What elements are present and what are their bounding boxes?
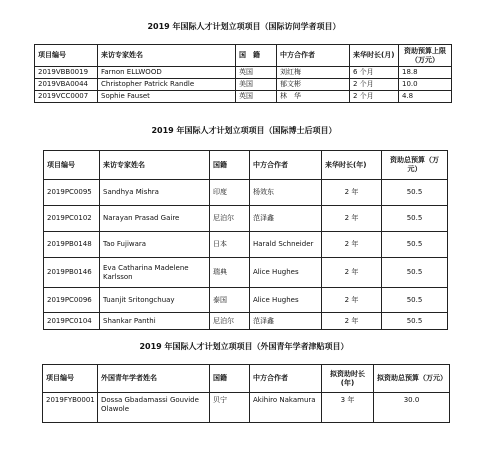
cell-project-id: 2019VBA0044 [35,79,98,91]
cell-budget: 18.8 [399,67,452,79]
cell-collaborator: 范泽鑫 [250,313,322,330]
cell-collaborator: 范泽鑫 [250,206,322,232]
cell-name: Dossa Gbadamassi Gouvide Olawole [98,393,210,423]
col-header-project-id: 项目编号 [43,365,98,393]
section-1-title: 2019 年国际人才计划立项项目（国际访问学者项目） [147,22,341,31]
cell-duration: 2 年 [322,313,382,330]
cell-budget: 10.0 [399,79,452,91]
cell-collaborator: Harald Schneider [250,232,322,258]
cell-project-id: 2019PB0148 [44,232,100,258]
table-row [35,79,452,91]
cell-name: Christopher Patrick Randle [98,79,236,91]
col-header-collaborator: 中方合作者 [250,365,322,393]
col-header-nationality: 国籍 [210,365,250,393]
col-header-name: 来访专家姓名 [100,151,210,180]
col-header-budget: 拟资助总预算（万元） [374,365,450,393]
col-header-project-id: 项目编号 [35,45,98,67]
cell-duration: 2 个月 [350,79,399,91]
cell-duration: 2 年 [322,258,382,288]
cell-nationality: 日本 [210,232,250,258]
table-row [43,393,450,423]
col-header-name: 来访专家姓名 [98,45,236,67]
cell-budget: 50.5 [382,288,448,313]
table-header-row [44,151,448,180]
cell-nationality: 英国 [236,67,277,79]
cell-budget: 50.5 [382,258,448,288]
cell-project-id: 2019PC0104 [44,313,100,330]
cell-nationality: 英国 [236,91,277,103]
cell-duration: 2 年 [322,180,382,206]
table-row [44,313,448,330]
section-2-title: 2019 年国际人才计划立项项目（国际博士后项目） [151,126,337,135]
cell-name: Shankar Panthi [100,313,210,330]
cell-nationality: 贝宁 [210,393,250,423]
cell-name: Farnon ELLWOOD [98,67,236,79]
cell-project-id: 2019PB0146 [44,258,100,288]
cell-collaborator: Alice Hughes [250,288,322,313]
cell-name: Tao Fujiwara [100,232,210,258]
col-header-budget: 资助预算上限（万元） [399,45,452,67]
table-row [35,67,452,79]
cell-nationality: 泰国 [210,288,250,313]
cell-name: Sandhya Mishra [100,180,210,206]
cell-name: Tuanjit Sritongchuay [100,288,210,313]
cell-nationality: 瑞典 [210,258,250,288]
col-header-duration: 拟资助时长(年) [322,365,374,393]
cell-duration: 2 个月 [350,91,399,103]
cell-project-id: 2019PC0095 [44,180,100,206]
col-header-nationality: 国 籍 [236,45,277,67]
postdoc-table [43,150,448,330]
cell-collaborator: 林 华 [277,91,350,103]
cell-project-id: 2019VCC0007 [35,91,98,103]
table-header-row [43,365,450,393]
table-row [44,288,448,313]
cell-name: Narayan Prasad Gaire [100,206,210,232]
cell-name: Sophie Fauset [98,91,236,103]
section-3-title: 2019 年国际人才计划立项项目（外国青年学者津贴项目） [139,342,349,351]
table-row [35,91,452,103]
table-row [44,232,448,258]
table-header-row [35,45,452,67]
col-header-nationality: 国籍 [210,151,250,180]
cell-nationality: 印度 [210,180,250,206]
cell-budget: 4.8 [399,91,452,103]
col-header-name: 外国青年学者姓名 [98,365,210,393]
cell-project-id: 2019FYB0001 [43,393,98,423]
col-header-duration: 来华时长(月) [350,45,399,67]
table-row [44,180,448,206]
cell-duration: 6 个月 [350,67,399,79]
cell-duration: 2 年 [322,206,382,232]
cell-collaborator: 郁文彬 [277,79,350,91]
col-header-budget: 资助总预算（万元） [382,151,448,180]
cell-duration: 3 年 [322,393,374,423]
cell-collaborator: Alice Hughes [250,258,322,288]
cell-collaborator: 刘红梅 [277,67,350,79]
visiting-scholar-table [34,44,452,103]
cell-project-id: 2019PC0102 [44,206,100,232]
cell-nationality: 尼泊尔 [210,313,250,330]
cell-duration: 2 年 [322,232,382,258]
cell-nationality: 美国 [236,79,277,91]
cell-name: Eva Catharina Madelene Karlsson [100,258,210,288]
cell-project-id: 2019PC0096 [44,288,100,313]
col-header-collaborator: 中方合作者 [277,45,350,67]
col-header-duration: 来华时长(年) [322,151,382,180]
cell-budget: 50.5 [382,206,448,232]
cell-budget: 50.5 [382,232,448,258]
cell-duration: 2 年 [322,288,382,313]
cell-budget: 50.5 [382,313,448,330]
cell-nationality: 尼泊尔 [210,206,250,232]
col-header-project-id: 项目编号 [44,151,100,180]
col-header-collaborator: 中方合作者 [250,151,322,180]
cell-collaborator: Akihiro Nakamura [250,393,322,423]
table-row [44,258,448,288]
cell-budget: 30.0 [374,393,450,423]
cell-project-id: 2019VBB0019 [35,67,98,79]
cell-collaborator: 杨效东 [250,180,322,206]
cell-budget: 50.5 [382,180,448,206]
table-row [44,206,448,232]
young-scholar-table [42,364,450,423]
